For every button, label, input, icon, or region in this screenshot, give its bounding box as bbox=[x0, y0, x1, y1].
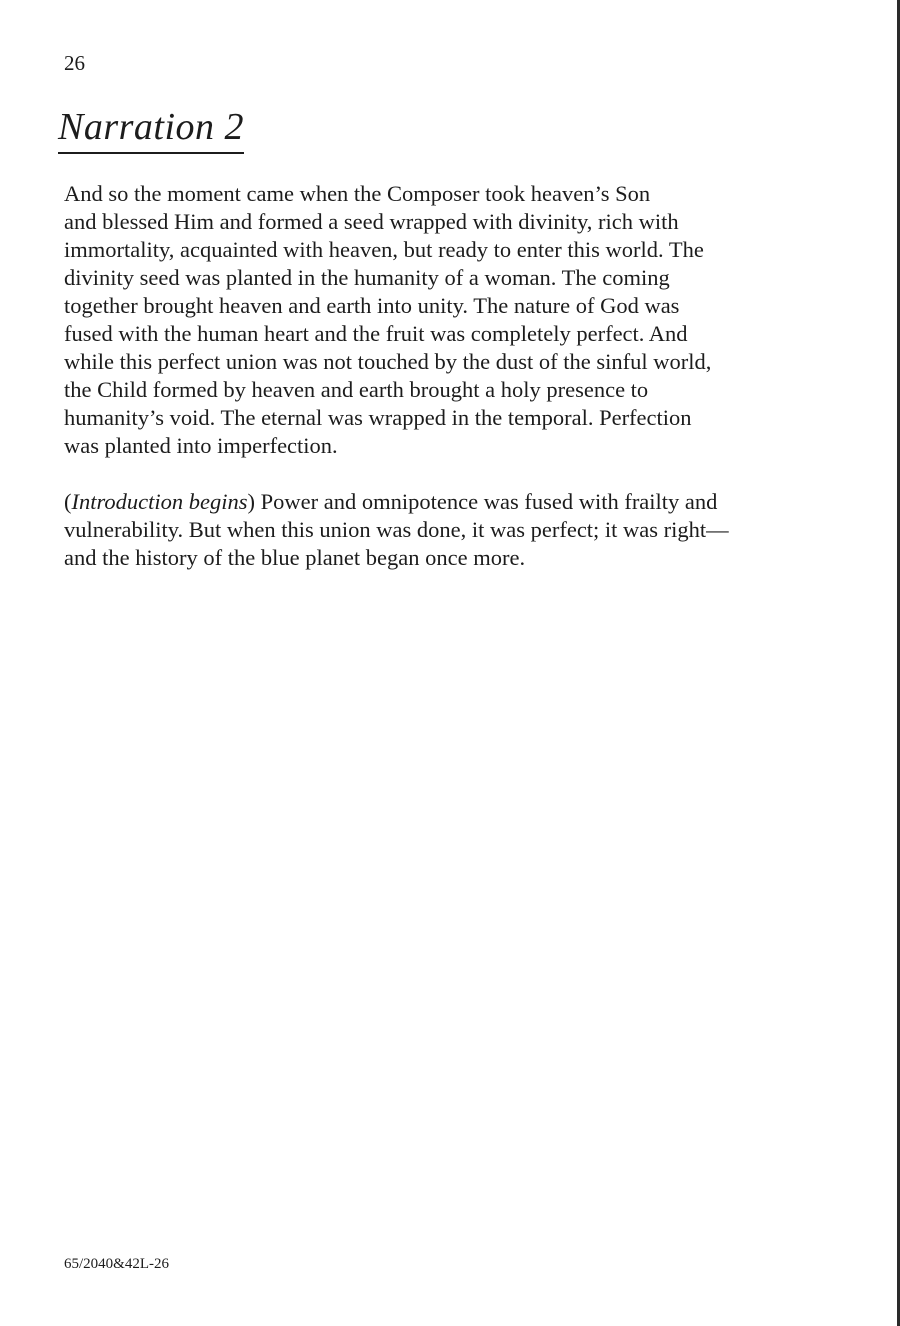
text-line: and blessed Him and formed a seed wrapped with divinity, rich with bbox=[64, 209, 679, 234]
footer-code: 65/2040&42L-26 bbox=[64, 1256, 169, 1272]
page-title: Narration 2 bbox=[58, 104, 244, 154]
text-line: divinity seed was planted in the humanity of a woman. The coming bbox=[64, 265, 670, 290]
narration-body bbox=[64, 180, 834, 600]
paragraph-1 bbox=[64, 180, 834, 460]
text-line: was planted into imperfection. bbox=[64, 433, 338, 458]
text-line: while this perfect union was not touched by the dust of the sinful world, bbox=[64, 349, 712, 374]
text-line-with-cue bbox=[64, 488, 834, 516]
text-line-rest: Power and omnipotence was fused with frailty and bbox=[255, 489, 718, 514]
text-line: vulnerability. But when this union was done, it was perfect; it was right— bbox=[64, 517, 729, 542]
page-number: 26 bbox=[64, 51, 85, 75]
text-line: immortality, acquainted with heaven, but ready to enter this world. The bbox=[64, 237, 704, 262]
text-line: the Child formed by heaven and earth brought a holy presence to bbox=[64, 377, 649, 402]
paragraph-2 bbox=[64, 488, 834, 572]
text-line: fused with the human heart and the fruit was completely perfect. And bbox=[64, 321, 688, 346]
text-line: together brought heaven and earth into unity. The nature of God was bbox=[64, 293, 680, 318]
stage-cue: Introduction begins bbox=[71, 489, 248, 514]
text-line: And so the moment came when the Composer took heaven’s Son bbox=[64, 181, 651, 206]
cue-open-paren: ( bbox=[64, 489, 72, 514]
text-line: humanity’s void. The eternal was wrapped in the temporal. Perfection bbox=[64, 405, 692, 430]
text-line: and the history of the blue planet began once more. bbox=[64, 545, 526, 570]
cue-close-paren: ) bbox=[247, 489, 256, 514]
